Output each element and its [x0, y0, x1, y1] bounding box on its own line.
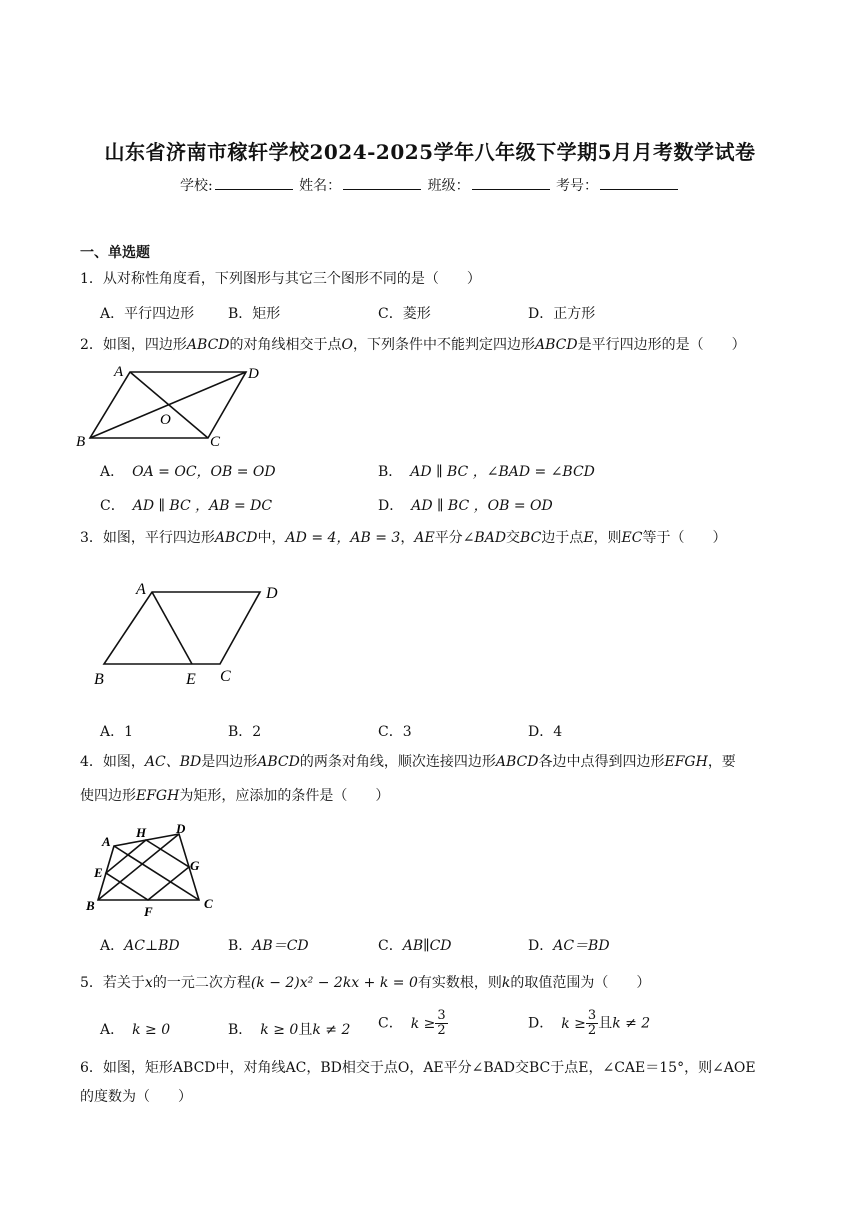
option-text: AD ∥ BC ，OB = OD [411, 498, 553, 514]
option-letter: B． [378, 464, 403, 480]
q3-option-d[interactable]: D．4 [528, 724, 563, 740]
option-text: AB＝CD [252, 938, 309, 954]
q2-label-c: C [210, 434, 221, 448]
q1-option-c[interactable]: C．菱形 [378, 306, 431, 322]
q4-stem-text: 4．如图， [80, 754, 145, 770]
fraction-denominator: 2 [437, 1023, 446, 1038]
option-letter: B． [228, 1022, 253, 1038]
q2-option-c[interactable] [100, 495, 272, 515]
q5-option-d[interactable] [528, 1009, 650, 1038]
option-text: AC⊥BD [124, 938, 180, 954]
option-letter: A． [100, 1022, 125, 1038]
number-blank[interactable] [600, 177, 678, 190]
question-6-stem-line-2: 的度数为（ ） [80, 1089, 192, 1105]
q2-var: O [341, 337, 354, 353]
option-text: k ≥ 0 [132, 1022, 171, 1038]
q4-stem-text: 使四边形 [80, 788, 136, 804]
q5-option-b[interactable] [228, 1019, 350, 1039]
question-2-stem [80, 331, 790, 359]
option-letter: C． [378, 1015, 403, 1032]
section-heading: 一、单选题 [80, 245, 150, 261]
q4-option-a[interactable] [100, 935, 180, 955]
fraction [435, 1009, 447, 1038]
question-6-stem-line-1: 6．如图，矩形ABCD中，对角线AC，BD相交于点O，AE平分∠BAD交BC于点E，∠CAE＝15°，则∠AOE [80, 1060, 756, 1076]
q3-var: AE [414, 530, 435, 546]
option-letter: A． [100, 938, 125, 954]
q5-option-c[interactable] [378, 1009, 448, 1038]
q3-stem-text: ，则 [593, 530, 622, 546]
q2-option-a[interactable] [100, 461, 276, 481]
school-blank[interactable] [215, 177, 293, 190]
class-label: 班级： [427, 178, 470, 194]
q5-var: k [501, 975, 511, 991]
q4-var: ABCD [257, 754, 300, 770]
q4-option-b[interactable] [228, 935, 309, 955]
option-text: k ≥ [561, 1015, 586, 1032]
q3-stem-text: 平分 [434, 530, 463, 546]
fraction [586, 1009, 598, 1038]
q2-label-o: O [160, 412, 171, 428]
number-label: 考号： [556, 178, 599, 194]
q4-label-d: D [176, 821, 186, 836]
q3-label-d: D [266, 585, 278, 602]
q5-stem-text: 有实数根，则 [417, 975, 502, 991]
q3-label-c: C [220, 668, 231, 685]
q3-var: AD = 4，AB = 3 [285, 530, 401, 546]
exam-title: 山东省济南市稼轩学校2024-2025学年八年级下学期5月月考数学试卷 [104, 140, 756, 164]
option-letter: A． [100, 464, 125, 480]
option-text: k ≥ 0 [260, 1022, 299, 1038]
q4-var: EFGH [136, 788, 180, 804]
question-4-stem-line-1 [80, 748, 790, 776]
q3-label-a: A [136, 581, 146, 598]
q2-option-d[interactable] [378, 495, 553, 515]
q4-stem-text: 的两条对角线，顺次连接四边形 [299, 754, 496, 770]
q3-var: E [583, 530, 594, 546]
q2-stem-text: 2．如图，四边形 [80, 337, 187, 353]
option-letter: D． [378, 498, 404, 514]
q5-var: x [144, 975, 153, 991]
option-text: k ≠ 2 [612, 1015, 651, 1032]
school-label: 学校: [179, 178, 213, 194]
q4-var: ABCD [495, 754, 539, 770]
q3-var: BC [520, 530, 542, 546]
q3-label-e: E [186, 671, 196, 688]
q4-option-d[interactable] [528, 935, 610, 955]
q3-stem-text: 3．如图，平行四边形 [80, 530, 215, 546]
q3-option-c[interactable]: C．3 [378, 724, 412, 740]
name-blank[interactable] [343, 177, 421, 190]
q4-stem-text: 各边中点得到四边形 [538, 754, 665, 770]
fraction-numerator: 3 [437, 1008, 446, 1023]
q3-stem-text: 边于点 [541, 530, 584, 546]
q3-stem-text: ， [400, 530, 415, 546]
option-text: k ≠ 2 [312, 1022, 351, 1038]
option-text: OA = OC，OB = OD [132, 464, 276, 480]
option-letter: C． [100, 498, 125, 514]
class-blank[interactable] [472, 177, 550, 190]
student-info-line [0, 175, 860, 195]
option-letter: B． [228, 938, 253, 954]
q2-stem-text: 的对角线相交于点 [229, 337, 342, 353]
option-text: k ≥ [410, 1015, 436, 1032]
q2-label-a: A [114, 364, 124, 380]
q4-stem-text: 是四边形 [201, 754, 258, 770]
q4-label-f: F [144, 904, 153, 919]
q3-option-b[interactable]: B．2 [228, 724, 262, 740]
q5-equation: (k − 2)x² − 2kx + k = 0 [250, 975, 418, 991]
q4-var: AC、BD [144, 754, 202, 770]
q3-option-a[interactable]: A．1 [100, 724, 134, 740]
fraction-denominator: 2 [587, 1023, 597, 1038]
q4-option-c[interactable] [378, 935, 452, 955]
q4-label-b: B [86, 898, 95, 913]
option-letter: D． [528, 1015, 554, 1032]
q3-var: ∠BAD [462, 530, 507, 546]
q2-var: ABCD [535, 337, 578, 353]
q2-label-d: D [248, 366, 259, 382]
q1-option-a[interactable]: A．平行四边形 [100, 306, 195, 322]
q2-option-b[interactable] [378, 461, 595, 481]
option-text: AC＝BD [553, 938, 610, 954]
q4-stem-text: ，要 [707, 754, 736, 770]
q3-stem-text: 交 [506, 530, 521, 546]
q3-label-b: B [94, 671, 104, 688]
fraction-numerator: 3 [587, 1008, 597, 1023]
option-text: AD ∥ BC ，AB = DC [132, 498, 273, 514]
q5-stem-text: 的取值范围为（ ） [510, 975, 651, 991]
q4-label-c: C [204, 896, 213, 911]
question-5-stem [80, 969, 790, 997]
q3-stem-text: 等于（ ） [642, 530, 727, 546]
q2-var: ABCD [186, 337, 230, 353]
option-letter: D． [528, 938, 554, 954]
option-text: AB∥CD [402, 938, 452, 954]
question-1-stem: 1．从对称性角度看，下列图形与其它三个图形不同的是（ ） [80, 271, 481, 287]
q4-stem-text: 为矩形，应添加的条件是（ ） [179, 788, 390, 804]
q3-stem-text: 中， [257, 530, 286, 546]
question-3-stem [80, 524, 790, 552]
option-text: 且 [598, 1015, 613, 1032]
q3-figure [88, 578, 298, 692]
q2-figure [76, 362, 266, 452]
name-label: 姓名： [299, 178, 342, 194]
option-text: AD ∥ BC ，∠BAD = ∠BCD [410, 464, 595, 480]
q2-label-b: B [76, 434, 86, 448]
option-letter: C． [378, 938, 403, 954]
q4-label-g: G [190, 858, 200, 873]
q5-stem-text: 5．若关于 [80, 975, 145, 991]
q3-var: ABCD [214, 530, 258, 546]
q4-label-a: A [102, 834, 111, 849]
q4-var: EFGH [664, 754, 708, 770]
q5-stem-text: 的一元二次方程 [152, 975, 251, 991]
option-text: 且 [298, 1022, 313, 1038]
q2-stem-text: ，下列条件中不能判定四边形 [353, 337, 536, 353]
q4-label-h: H [136, 825, 147, 840]
q3-var: EC [621, 530, 643, 546]
q4-figure [84, 820, 224, 924]
q1-option-b[interactable]: B．矩形 [228, 306, 281, 322]
q1-option-d[interactable]: D．正方形 [528, 306, 596, 322]
q4-label-e: E [94, 865, 103, 880]
q2-stem-text: 是平行四边形的是（ ） [577, 337, 746, 353]
question-4-stem-line-2 [80, 782, 790, 810]
q5-option-a[interactable] [100, 1019, 170, 1039]
